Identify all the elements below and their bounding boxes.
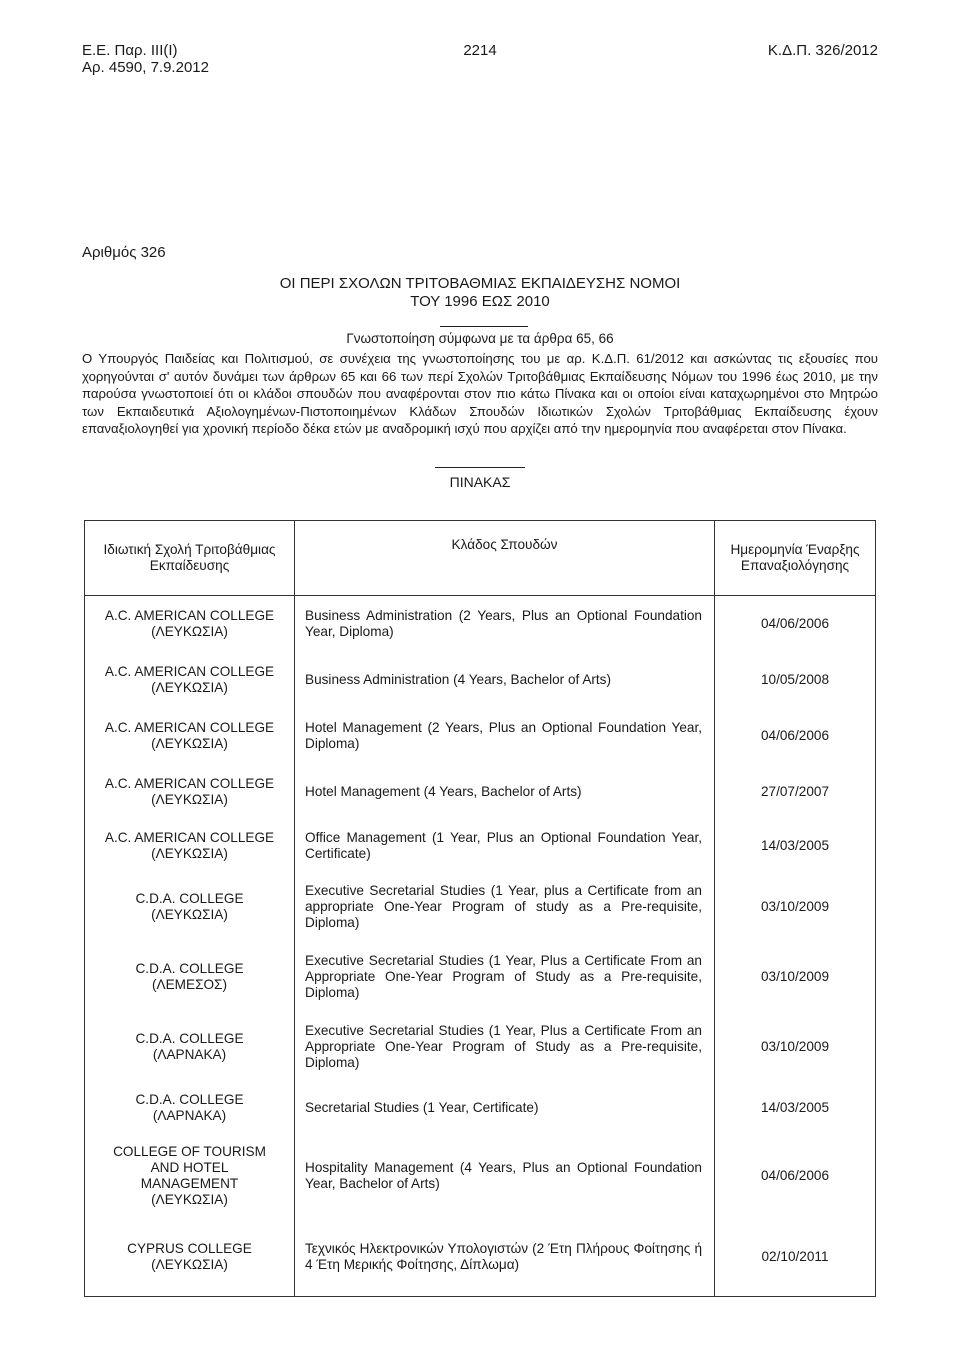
date-cell: 04/06/2006 <box>715 1134 876 1218</box>
school-name: A.C. AMERICAN COLLEGE <box>104 776 275 791</box>
school-city: (ΛΕΥΚΩΣΙΑ) <box>151 1192 228 1207</box>
table-row <box>85 872 876 942</box>
school-name: C.D.A. COLLEGE <box>135 1092 244 1107</box>
school-name-line3: MANAGEMENT <box>140 1176 239 1191</box>
header-date <box>715 521 876 596</box>
page-number: 2214 <box>463 42 497 59</box>
table-row <box>85 652 876 708</box>
document-number: Αριθμός 326 <box>82 244 166 261</box>
school-city: (ΛΕΥΚΩΣΙΑ) <box>151 792 228 807</box>
school-cell <box>85 764 295 820</box>
school-name: C.D.A. COLLEGE <box>135 891 244 906</box>
school-city: (ΛΕΜΕΣΟΣ) <box>152 977 227 992</box>
table-row <box>85 1012 876 1082</box>
table-row <box>85 1218 876 1297</box>
school-cell <box>85 942 295 1012</box>
notice-title: Γνωστοποίηση σύμφωνα με τα άρθρα 65, 66 <box>346 331 614 346</box>
school-cell <box>85 820 295 872</box>
school-cell <box>85 708 295 764</box>
table-row <box>85 942 876 1012</box>
law-title-line2: ΤΟΥ 1996 ΕΩΣ 2010 <box>410 293 550 310</box>
law-title <box>0 275 960 311</box>
program-cell: Business Administration (4 Years, Bachelor of Arts) <box>295 652 715 708</box>
school-city: (ΛΕΥΚΩΣΙΑ) <box>151 846 228 861</box>
program-cell: Executive Secretarial Studies (1 Year, Plus a Certificate From an Appropriate One-Year Program of Study as a Pre-requisite, Diploma) <box>295 942 715 1012</box>
date-cell: 03/10/2009 <box>715 872 876 942</box>
school-cell <box>85 1218 295 1297</box>
school-cell <box>85 652 295 708</box>
gazette-number-date: Αρ. 4590, 7.9.2012 <box>82 59 209 76</box>
school-city: (ΛΕΥΚΩΣΙΑ) <box>151 680 228 695</box>
school-city: (ΛΕΥΚΩΣΙΑ) <box>151 1257 228 1272</box>
date-cell: 14/03/2005 <box>715 820 876 872</box>
school-cell <box>85 1082 295 1134</box>
accreditation-table <box>84 520 876 1297</box>
school-cell <box>85 1134 295 1218</box>
school-name: CYPRUS COLLEGE <box>127 1241 252 1256</box>
law-title-line1: ΟΙ ΠΕΡΙ ΣΧΟΛΩΝ ΤΡΙΤΟΒΑΘΜΙΑΣ ΕΚΠΑΙΔΕΥΣΗΣ ΝΟΜΟΙ <box>279 275 681 292</box>
school-city: (ΛΕΥΚΩΣΙΑ) <box>151 624 228 639</box>
table-title: ΠΙΝΑΚΑΣ <box>449 474 511 490</box>
school-name: A.C. AMERICAN COLLEGE <box>104 830 275 845</box>
program-cell: Secretarial Studies (1 Year, Certificate) <box>295 1082 715 1134</box>
school-cell <box>85 596 295 653</box>
school-name-line1: COLLEGE OF TOURISM <box>113 1144 266 1159</box>
regulation-reference: Κ.Δ.Π. 326/2012 <box>767 42 878 59</box>
date-cell: 10/05/2008 <box>715 652 876 708</box>
date-cell: 03/10/2009 <box>715 1012 876 1082</box>
program-cell: Business Administration (2 Years, Plus an Optional Foundation Year, Diploma) <box>295 596 715 653</box>
date-cell: 04/06/2006 <box>715 708 876 764</box>
date-cell: 04/06/2006 <box>715 596 876 653</box>
school-city: (ΛΕΥΚΩΣΙΑ) <box>151 907 228 922</box>
school-name-line2: AND HOTEL <box>150 1160 229 1175</box>
program-cell: Office Management (1 Year, Plus an Optional Foundation Year, Certificate) <box>295 820 715 872</box>
table-row <box>85 596 876 653</box>
school-name: C.D.A. COLLEGE <box>135 961 244 976</box>
gazette-issue: Ε.Ε. Παρ. ΙΙΙ(Ι) <box>82 42 178 59</box>
school-name: A.C. AMERICAN COLLEGE <box>104 608 275 623</box>
table-row <box>85 764 876 820</box>
date-cell: 14/03/2005 <box>715 1082 876 1134</box>
header-date-line2: Επαναξιολόγησης <box>740 558 850 573</box>
separator-line <box>440 326 528 327</box>
program-cell: Hospitality Management (4 Years, Plus an Optional Foundation Year, Bachelor of Arts) <box>295 1134 715 1218</box>
school-cell <box>85 872 295 942</box>
body-paragraph: Ο Υπουργός Παιδείας και Πολιτισμού, σε συνέχεια της γνωστοποίησης του με αρ. Κ.Δ.Π. 61/2012 και ασκώντας τις εξουσίες που χορηγούνται σ' αυτόν δυνάμει των άρθρων 65 και 66 των περί Σχολών Τριτοβάθμιας Εκπαίδευσης Νόμων του 1996 έως 2010, με την παρούσα γνωστοποιεί ότι οι κλάδοι σπουδών που αναφέρονται στον πιο κάτω Πίνακα και οι οποίοι είναι καταχωρημένοι στο Μητρώο των Εκπαιδευτικά Αξιολογημένων-Πιστοποιημένων Κλάδων Σπουδών Ιδιωτικών Σχολών Τριτοβάθμιας Εκπαίδευσης έχουν επαναξιολογηθεί για χρονική περίοδο δέκα ετών με αναδρομική ισχύ που αρχίζει από την ημερομηνία που αναφέρεται στον Πίνακα. <box>82 351 878 437</box>
school-name: A.C. AMERICAN COLLEGE <box>104 664 275 679</box>
date-cell: 02/10/2011 <box>715 1218 876 1297</box>
table-row <box>85 1134 876 1218</box>
header-school-line1: Ιδιωτική Σχολή Τριτοβάθμιας <box>103 542 276 557</box>
header-date-line1: Ημερομηνία Έναρξης <box>730 542 860 557</box>
program-cell: Hotel Management (4 Years, Bachelor of Arts) <box>295 764 715 820</box>
table-row <box>85 820 876 872</box>
separator-line <box>435 467 525 468</box>
date-cell: 03/10/2009 <box>715 942 876 1012</box>
program-cell: Τεχνικός Ηλεκτρονικών Υπολογιστών (2 Έτη Πλήρους Φοίτησης ή 4 Έτη Μερικής Φοίτησης, Δίπλωμα) <box>295 1218 715 1297</box>
table-row <box>85 1082 876 1134</box>
school-name: C.D.A. COLLEGE <box>135 1031 244 1046</box>
school-name: A.C. AMERICAN COLLEGE <box>104 720 275 735</box>
header-school-line2: Εκπαίδευσης <box>149 558 230 573</box>
school-city: (ΛΑΡΝΑΚΑ) <box>152 1108 227 1123</box>
table-row <box>85 708 876 764</box>
school-city: (ΛΕΥΚΩΣΙΑ) <box>151 736 228 751</box>
header-school <box>85 521 295 596</box>
date-cell: 27/07/2007 <box>715 764 876 820</box>
table-header-row <box>85 521 876 596</box>
header-program: Κλάδος Σπουδών <box>295 521 715 596</box>
school-cell <box>85 1012 295 1082</box>
program-cell: Executive Secretarial Studies (1 Year, plus a Certificate from an appropriate One-Year Program of study as a Pre-requisite, Diploma) <box>295 872 715 942</box>
program-cell: Executive Secretarial Studies (1 Year, Plus a Certificate From an Appropriate One-Year Program of Study as a Pre-requisite, Diploma) <box>295 1012 715 1082</box>
school-city: (ΛΑΡΝΑΚΑ) <box>152 1047 227 1062</box>
program-cell: Hotel Management (2 Years, Plus an Optional Foundation Year, Diploma) <box>295 708 715 764</box>
